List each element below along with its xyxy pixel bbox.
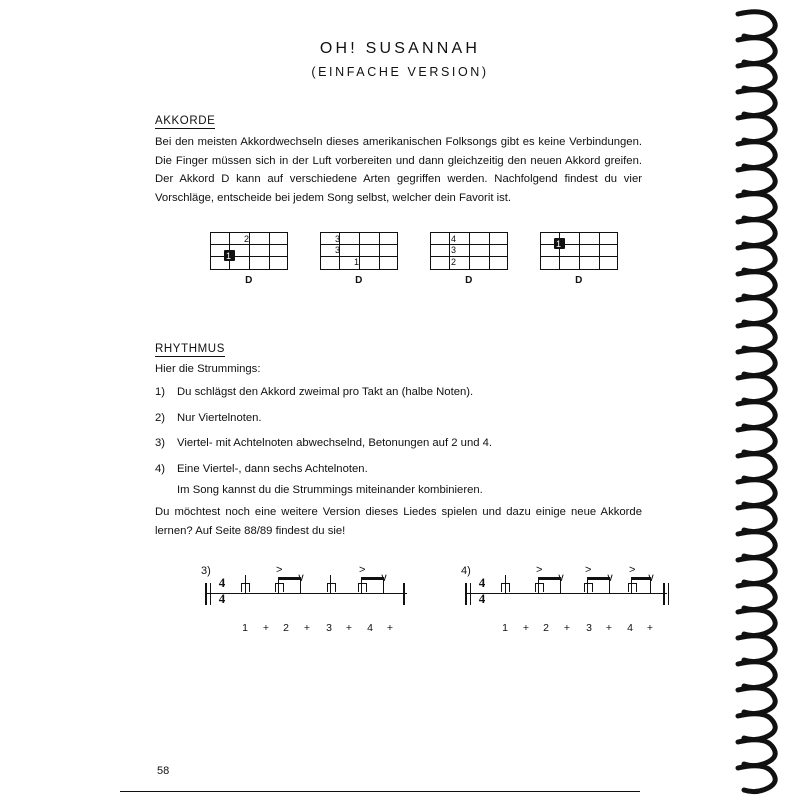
chord-grid bbox=[430, 232, 508, 270]
downstroke-symbol bbox=[358, 583, 367, 592]
staff-line bbox=[205, 593, 407, 594]
chord-finger-number: 1 bbox=[226, 251, 232, 261]
rhythm-stave-4 bbox=[435, 565, 685, 655]
list-item bbox=[155, 462, 645, 477]
closing-paragraph: Du möchtest noch eine weitere Version dieses Liedes spielen und dazu einige neue Akkorde lernen? Auf Seite 88/89 findest du sie! bbox=[155, 506, 642, 537]
chord-grid bbox=[210, 232, 288, 270]
list-item-number: 4) bbox=[155, 462, 166, 475]
chord-diagram-4 bbox=[540, 232, 618, 286]
downstroke-symbol bbox=[584, 583, 593, 592]
bottom-rule bbox=[120, 791, 640, 792]
downstroke-symbol bbox=[241, 583, 250, 592]
chord-label: D bbox=[245, 275, 253, 286]
accent-mark: > bbox=[629, 564, 636, 576]
time-signature-top: 4 bbox=[478, 575, 486, 590]
page-number: 58 bbox=[157, 765, 170, 777]
chord-finger-number: 1 bbox=[556, 239, 562, 249]
chords-paragraph: Bei den meisten Akkordwechseln dieses amerikanischen Folksongs gibt es keine Verbindungen. Die Finger müssen sich in der Luft vorbereiten und dann gleichzeitig den neuen Akkord greifen. Der Akkord D kann auf verschiedene Arten gegriffen werden. Nachfolgend findest du vier Vorschläge, entscheide bei jedem Song selbst, welcher dein Favorit ist. bbox=[155, 136, 642, 204]
list-item bbox=[155, 385, 645, 400]
upstroke-symbol: ∨ bbox=[557, 572, 566, 584]
list-item bbox=[155, 411, 645, 426]
chord-finger-number: 3 bbox=[451, 245, 457, 255]
page-title: OH! SUSANNAH bbox=[319, 40, 481, 57]
chord-finger-number: 1 bbox=[354, 257, 360, 267]
upstroke-symbol: ∨ bbox=[380, 572, 389, 584]
count-label: 4 bbox=[627, 622, 633, 634]
list-item-number: 2) bbox=[155, 411, 166, 424]
count-label: 2 bbox=[543, 622, 549, 634]
count-label: + bbox=[563, 622, 571, 634]
count-label: 2 bbox=[283, 622, 289, 634]
rhythm-subnote: Im Song kannst du die Strummings miteinander kombinieren. bbox=[177, 484, 483, 496]
count-label: + bbox=[646, 622, 654, 634]
rhythm-list bbox=[155, 385, 645, 504]
barline-end bbox=[663, 583, 665, 605]
chord-label: D bbox=[355, 275, 363, 286]
rhythm-stave-3 bbox=[175, 565, 425, 655]
chord-diagram-2 bbox=[320, 232, 398, 286]
chord-finger-number: 3 bbox=[335, 245, 341, 255]
count-label: + bbox=[262, 622, 270, 634]
accent-mark: > bbox=[276, 564, 283, 576]
list-item-text: Nur Viertelnoten. bbox=[177, 411, 262, 424]
count-label: + bbox=[605, 622, 613, 634]
section-heading-chords: AKKORDE bbox=[155, 115, 216, 127]
count-label: 4 bbox=[367, 622, 373, 634]
downstroke-symbol bbox=[535, 583, 544, 592]
count-label: 1 bbox=[502, 622, 508, 634]
upstroke-symbol: ∨ bbox=[647, 572, 656, 584]
chord-diagram-row bbox=[210, 232, 630, 292]
accent-mark: > bbox=[359, 564, 366, 576]
downstroke-symbol bbox=[628, 583, 637, 592]
downstroke-symbol bbox=[275, 583, 284, 592]
downstroke-symbol bbox=[501, 583, 510, 592]
chord-finger-number: 2 bbox=[244, 234, 250, 244]
count-label: + bbox=[522, 622, 530, 634]
rhythm-stave-number: 4) bbox=[461, 565, 471, 577]
count-label: 3 bbox=[586, 622, 592, 634]
chord-diagram-1 bbox=[210, 232, 288, 286]
time-signature-bottom: 4 bbox=[478, 591, 486, 606]
count-label: + bbox=[345, 622, 353, 634]
count-label: 3 bbox=[326, 622, 332, 634]
list-item bbox=[155, 436, 645, 451]
count-label: 1 bbox=[242, 622, 248, 634]
list-item-text: Eine Viertel-, dann sechs Achtelnoten. bbox=[177, 462, 368, 475]
upstroke-symbol: ∨ bbox=[297, 572, 306, 584]
count-label: + bbox=[386, 622, 394, 634]
staff-line bbox=[465, 593, 667, 594]
spiral-binding bbox=[650, 0, 800, 800]
chord-finger-number: 3 bbox=[335, 234, 341, 244]
chord-grid bbox=[540, 232, 618, 270]
barline-start bbox=[465, 583, 467, 605]
accent-mark: > bbox=[585, 564, 592, 576]
rhythm-notation-row bbox=[150, 564, 656, 655]
time-signature-top: 4 bbox=[218, 575, 226, 590]
chord-label: D bbox=[575, 275, 583, 286]
chord-label: D bbox=[465, 275, 473, 286]
chord-grid bbox=[320, 232, 398, 270]
downstroke-symbol bbox=[327, 583, 336, 592]
time-signature-bottom: 4 bbox=[218, 591, 226, 606]
chord-finger-number: 4 bbox=[451, 234, 457, 244]
chord-finger-number: 2 bbox=[451, 257, 457, 267]
barline-end-thin bbox=[668, 583, 669, 605]
barline-start-thin bbox=[470, 583, 471, 605]
barline-start-thin bbox=[210, 583, 211, 605]
rhythm-stave-number: 3) bbox=[201, 565, 211, 577]
page-subtitle: (EINFACHE VERSION) bbox=[311, 65, 489, 79]
chord-diagram-3 bbox=[430, 232, 508, 286]
upstroke-symbol: ∨ bbox=[606, 572, 615, 584]
barline-start bbox=[205, 583, 207, 605]
list-item-number: 3) bbox=[155, 437, 166, 449]
section-heading-rhythm: RHYTHMUS bbox=[155, 343, 225, 355]
list-item-text: Du schlägst den Akkord zweimal pro Takt an (halbe Noten). bbox=[177, 386, 474, 398]
list-item-number: 1) bbox=[155, 386, 166, 398]
barline-end bbox=[403, 583, 405, 605]
count-label: + bbox=[303, 622, 311, 634]
title-block bbox=[155, 40, 645, 79]
accent-mark: > bbox=[536, 564, 543, 576]
list-item-text: Viertel- mit Achtelnoten abwechselnd, Betonungen auf 2 und 4. bbox=[177, 437, 493, 449]
rhythm-intro: Hier die Strummings: bbox=[155, 363, 261, 375]
